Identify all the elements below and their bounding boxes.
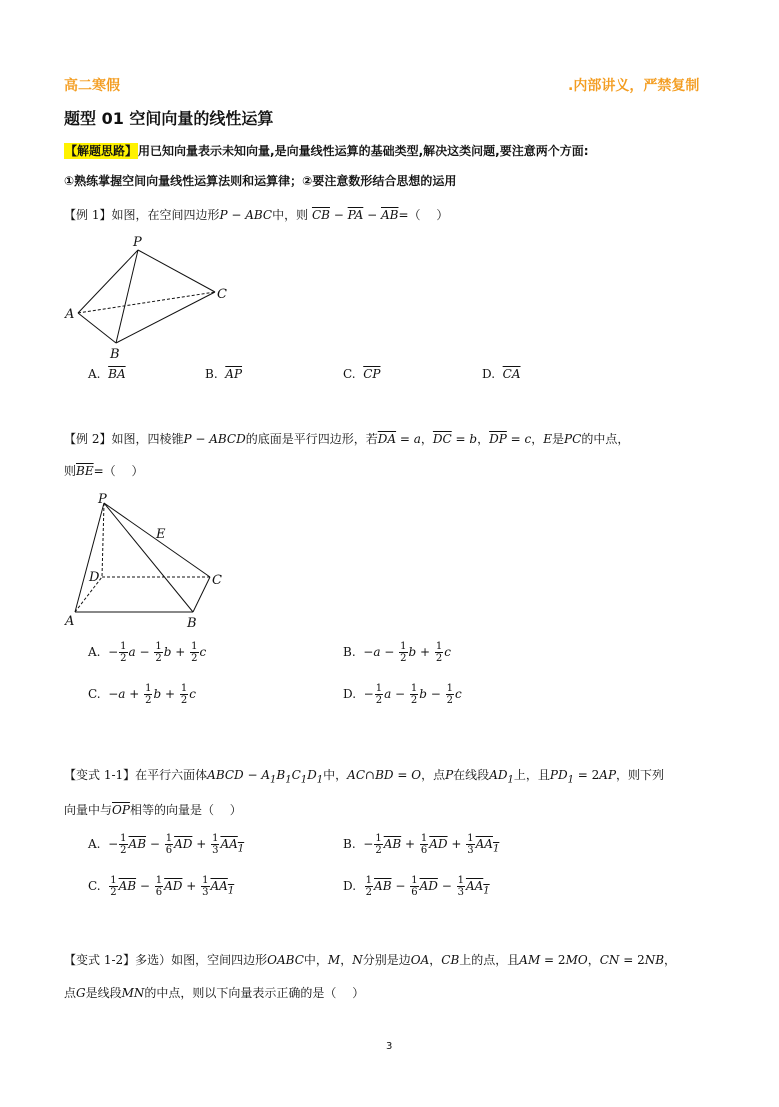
var11-stem: 【变式 1-1】在平行六面体ABCD − $A_1B_1C_1D_1$中，AC∩BD = O，点P在线段$AD_1$上，且$PD_1 = 2AP$，则下列 <box>64 768 665 786</box>
ex2-option-d[interactable]: D. − $\frac{1}{2}$ a − $\frac{1}{2}$ b − $\frac{1}{2}$ c <box>343 683 462 706</box>
ex1-label-b: B <box>110 347 120 362</box>
ex1-option-c[interactable]: C. $\overline{CP}$ <box>343 367 381 381</box>
var12-stem-2: 点G是线段MN的中点，则以下向量表示正确的是（ ） <box>64 986 365 1000</box>
var11-option-b[interactable]: B. − $\frac{1}{2}$ $\overline{AB}$ + $\frac{1}{6}$ $\overline{AD}$ + $\frac{1}{3}$ $AA_1$ <box>343 833 500 856</box>
section-title: 题型 01 空间向量的线性运算 <box>64 109 274 128</box>
ex1-option-d[interactable]: D. $\overline{CA}$ <box>482 367 521 381</box>
var12-stem: 【变式 1-2】多选）如图，空间四边形OABC中，M，N分别是边OA，CB上的点，且AM = 2MO，CN = 2NB， <box>64 953 677 967</box>
header-left: 高二寒假 <box>64 78 120 94</box>
var11-option-a[interactable]: A. − $\frac{1}{2}$ $\overline{AB}$ − $\frac{1}{6}$ $\overline{AD}$ + $\frac{1}{3}$ $AA_1$ <box>88 833 245 856</box>
svg-text:E: E <box>156 527 166 542</box>
tip-line-2: ①熟练掌握空间向量线性运算法则和运算律；②要注意数形结合思想的运用 <box>64 174 457 188</box>
ex1-figure <box>60 230 250 365</box>
tip-tag: 【解题思路】 <box>65 144 138 158</box>
var11-option-c[interactable]: C. $\frac{1}{2}$ $\overline{AB}$ − $\frac{1}{6}$ $\overline{AD}$ + $\frac{1}{3}$ $AA_1$ <box>88 875 235 898</box>
ex1-option-a[interactable]: A. $\overline{BA}$ <box>88 367 126 381</box>
ex1-label-p: P <box>133 235 142 250</box>
ex1-stem-b: P − ABC <box>219 208 273 222</box>
tip-text-1: 用已知向量表示未知向量,是向量线性运算的基础类型,解决这类问题,要注意两个方面: <box>138 144 589 158</box>
ex1-stem-a: 如图，在空间四边形 <box>111 208 220 222</box>
ex1-expr: $\overline{CB}$ <box>311 208 330 222</box>
svg-text:A: A <box>65 614 75 629</box>
var11-option-d[interactable]: D. $\frac{1}{2}$ $\overline{AB}$ − $\frac{1}{6}$ $\overline{AD}$ − $\frac{1}{3}$ $AA_1$ <box>343 875 490 898</box>
ex1-label-c: C <box>217 287 227 302</box>
ex1-label: 【例 1】 <box>64 208 112 222</box>
ex1-stem: 【例 1】如图，在空间四边形P − ABC中，则 $\overline{CB} - \overline{PA} - \overline{AB}=$（ ） <box>64 208 449 222</box>
ex2-figure <box>60 488 240 633</box>
svg-text:C: C <box>212 573 222 588</box>
svg-text:P: P <box>98 492 107 507</box>
ex2-stem-2: 则$\overline{BE}=$（ ） <box>64 464 144 478</box>
ex1-stem-d: =（ ） <box>398 208 449 222</box>
ex2-option-b[interactable]: B. −a − $\frac{1}{2}$ b + $\frac{1}{2}$ c <box>343 641 452 664</box>
header-right: .内部讲义，严禁复制 <box>568 78 700 94</box>
var11-stem-2: 向量中与$\overline{OP}$相等的向量是（ ） <box>64 803 242 817</box>
svg-text:D: D <box>89 570 100 585</box>
ex1-option-b[interactable]: B. $\overline{AP}$ <box>205 367 243 381</box>
ex2-option-a[interactable]: A. − $\frac{1}{2}$ a − $\frac{1}{2}$ b + $\frac{1}{2}$ c <box>88 641 207 664</box>
ex2-stem: 【例 2】如图，四棱锥P − ABCD的底面是平行四边形，若$\overline{DA} = a$，$\overline{DC} = b$，$\overline{DP} = c$，E是PC的中点， <box>64 432 630 446</box>
ex2-option-c[interactable]: C. −a + $\frac{1}{2}$ b + $\frac{1}{2}$ c <box>88 683 196 706</box>
tip-line-1 <box>64 142 589 159</box>
ex1-label-a: A <box>65 307 75 322</box>
page-number: 3 <box>386 1041 393 1052</box>
svg-text:B: B <box>187 616 197 631</box>
ex1-stem-c: 中，则 <box>272 208 309 222</box>
